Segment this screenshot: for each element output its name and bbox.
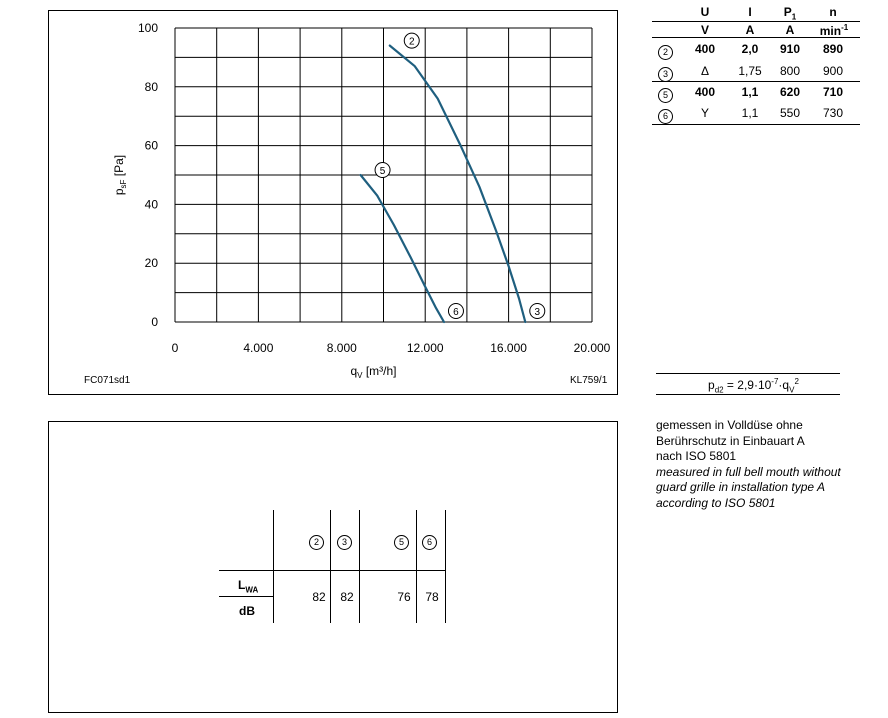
row-5-n: 710 xyxy=(822,85,844,99)
row-2-n: 890 xyxy=(822,42,844,56)
row-id-3: 3 xyxy=(658,64,673,82)
x-tick-label: 8.000 xyxy=(326,341,357,355)
unit-a1: A xyxy=(745,23,755,37)
x-tick-label: 20.000 xyxy=(573,341,611,355)
sound-label-divider xyxy=(219,596,273,597)
y-tick-label: 60 xyxy=(144,138,158,153)
y-tick-label: 80 xyxy=(144,79,158,94)
sound-col-line-5 xyxy=(445,510,446,623)
series-end-marker-label: 3 xyxy=(534,307,541,318)
x-tick-label: 4.000 xyxy=(243,341,274,355)
unit-rpm: $\min^{-1}$ xyxy=(819,23,849,38)
formula-top-rule xyxy=(656,373,840,374)
row-6-p: 550 xyxy=(779,106,801,120)
header-u: U xyxy=(700,5,710,19)
y-axis-label: $p_{sF}$ [Pa] xyxy=(112,154,128,196)
note-de-1: gemessen in Volldüse ohne xyxy=(656,418,803,432)
sound-value-3: 82 xyxy=(340,590,354,604)
table-divider xyxy=(652,81,860,82)
note-de-3: nach ISO 5801 xyxy=(656,449,737,463)
series-start-marker-label: 2 xyxy=(408,36,415,48)
row-5-i: 1,1 xyxy=(741,85,759,99)
measurement-notes xyxy=(656,418,841,511)
header-i: I xyxy=(748,5,752,19)
sound-row-line xyxy=(219,570,445,571)
note-en-3: according to ISO 5801 xyxy=(656,495,776,510)
row-2-u: 400 xyxy=(694,42,716,56)
row-id-2: 2 xyxy=(658,42,673,60)
sound-id-2: 2 xyxy=(309,532,324,550)
x-tick-label: 16.000 xyxy=(490,341,527,355)
note-en-1: measured in full bell mouth without xyxy=(656,464,841,479)
series-line-5-6 xyxy=(361,175,444,322)
row-5-u: 400 xyxy=(694,85,716,99)
sound-col-line-4 xyxy=(416,510,417,623)
x-tick-label: 12.000 xyxy=(406,341,444,355)
sound-label: $L_{WA}$ xyxy=(238,578,259,595)
note-de-2: Berührschutz in Einbauart A xyxy=(656,433,805,448)
header-p: $P_1$ xyxy=(783,5,797,22)
row-2-i: 2,0 xyxy=(741,42,759,56)
chart-id-right: KL759/1 xyxy=(570,375,608,386)
row-5-p: 620 xyxy=(779,85,801,99)
x-axis-label: $q_V$ [m³/h] xyxy=(350,364,397,380)
row-3-p: 800 xyxy=(779,64,801,78)
y-tick-label: 20 xyxy=(144,256,158,271)
y-tick-label: 40 xyxy=(144,197,158,212)
row-6-u: Y xyxy=(700,106,709,120)
pressure-formula: $p_{d2} = 2,9\cdot 10^{-7}\cdot q_V^2$ xyxy=(708,377,799,395)
sound-col-line-2 xyxy=(330,510,331,623)
row-2-p: 910 xyxy=(779,42,801,56)
sound-value-2: 82 xyxy=(312,590,326,604)
table-bottom-rule xyxy=(652,124,860,125)
sound-id-6: 6 xyxy=(422,532,437,550)
row-3-u: Δ xyxy=(700,64,709,78)
y-tick-label: 0 xyxy=(151,315,158,329)
note-en-2: guard grille in installation type A xyxy=(656,480,825,494)
row-6-i: 1,1 xyxy=(741,106,759,120)
x-tick-label: 0 xyxy=(171,341,179,355)
row-3-n: 900 xyxy=(822,64,844,78)
series-start-marker-label: 5 xyxy=(379,166,386,177)
sound-panel xyxy=(48,421,618,713)
y-tick-label: 100 xyxy=(137,21,158,35)
series-end-marker-label: 6 xyxy=(453,307,459,318)
row-id-5: 5 xyxy=(658,85,673,103)
table-top-rule xyxy=(652,21,860,22)
header-n: n xyxy=(829,5,837,19)
sound-id-3: 3 xyxy=(337,532,352,550)
chart-id-left: FC071sd1 xyxy=(84,375,131,386)
sound-value-6: 78 xyxy=(425,590,439,604)
unit-v: V xyxy=(700,23,709,37)
sound-unit: dB xyxy=(239,604,255,618)
row-3-i: 1,75 xyxy=(738,64,762,78)
sound-col-line-3 xyxy=(359,510,360,623)
sound-value-5: 76 xyxy=(397,590,411,604)
unit-a2: A xyxy=(785,23,795,37)
row-id-6: 6 xyxy=(658,106,673,124)
row-6-n: 730 xyxy=(822,106,844,120)
sound-col-line-1 xyxy=(273,510,274,623)
sound-id-5: 5 xyxy=(394,532,409,550)
